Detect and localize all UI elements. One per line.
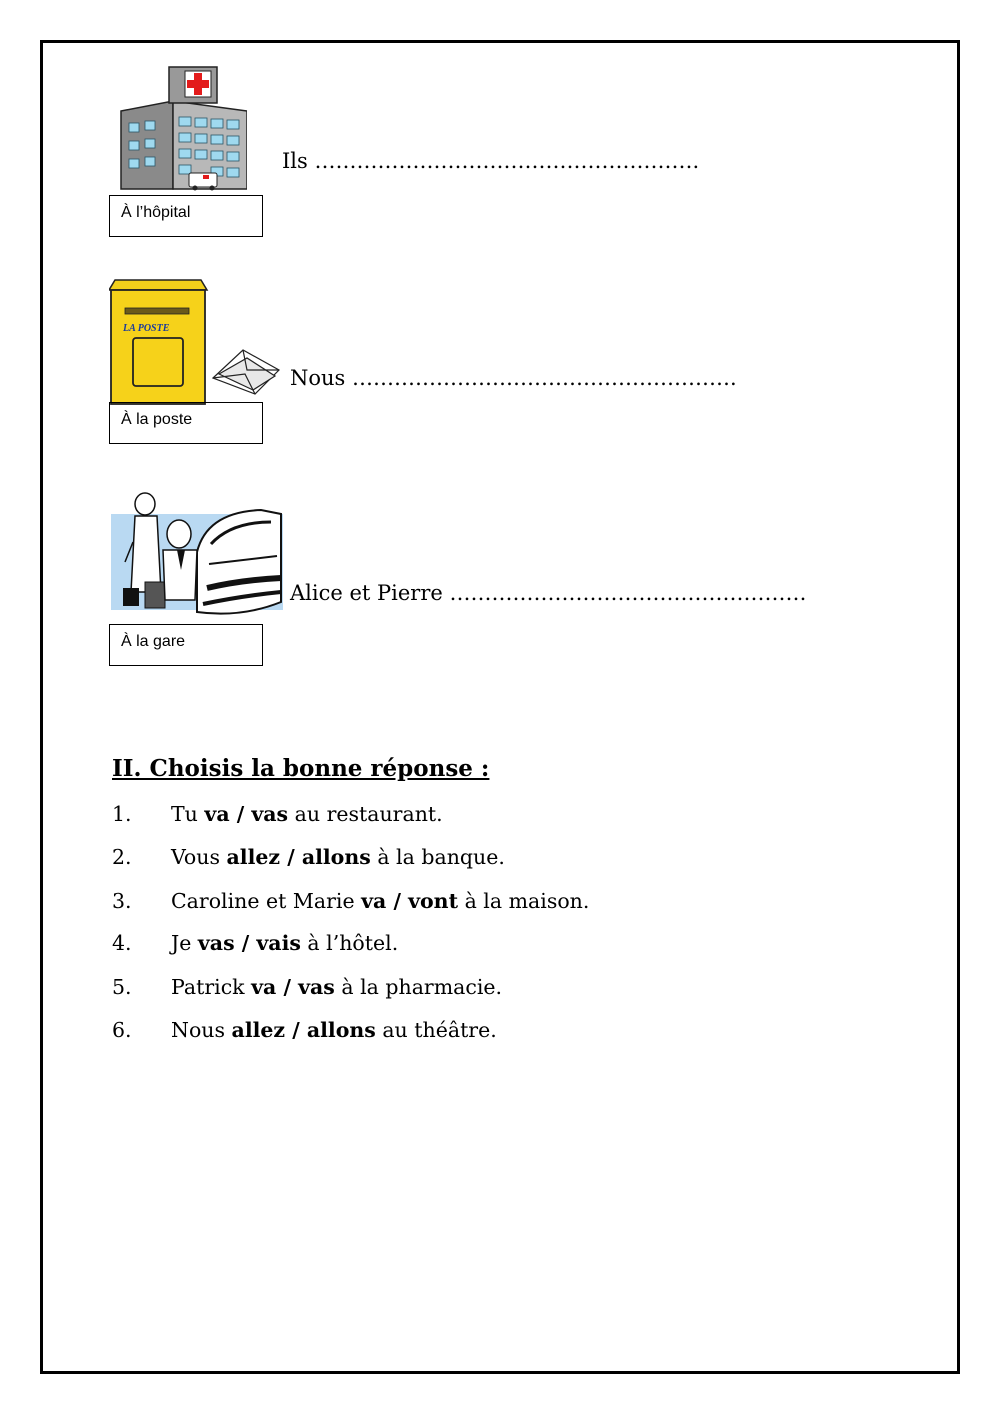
- question-text-before: Tu: [171, 802, 205, 826]
- post-office-label: À la poste: [109, 402, 263, 444]
- question-6: [112, 1018, 497, 1042]
- question-number: 3.: [112, 889, 132, 913]
- postbox-text: LA POSTE: [123, 323, 170, 334]
- answer-choice[interactable]: allez / allons: [226, 845, 371, 869]
- question-4: [112, 931, 398, 955]
- train-station-answer-prompt: Alice et Pierre ……………………………………………: [290, 581, 807, 605]
- question-3: [112, 889, 589, 913]
- question-number: 2.: [112, 845, 132, 869]
- question-text-after: à la banque.: [370, 845, 505, 869]
- hospital-answer-prompt: Ils ……………………………………………….: [282, 149, 700, 173]
- question-text-before: Vous: [171, 845, 227, 869]
- worksheet-page: [40, 40, 960, 1374]
- hospital-illustration: [115, 61, 247, 191]
- question-text-after: au théâtre.: [375, 1018, 497, 1042]
- answer-choice[interactable]: va / vas: [251, 975, 335, 999]
- question-number: 1.: [112, 802, 132, 826]
- question-text-before: Caroline et Marie: [171, 889, 362, 913]
- section-2-title: II. Choisis la bonne réponse :: [112, 755, 490, 782]
- question-text-after: au restaurant.: [288, 802, 443, 826]
- question-text-after: à la pharmacie.: [334, 975, 503, 999]
- question-5: [112, 975, 502, 999]
- question-text-before: Nous: [171, 1018, 232, 1042]
- question-text-before: Je: [171, 931, 198, 955]
- question-text-after: à la maison.: [458, 889, 590, 913]
- question-number: 4.: [112, 931, 132, 955]
- answer-choice[interactable]: allez / allons: [231, 1018, 376, 1042]
- question-1: [112, 802, 443, 826]
- question-text-after: à l’hôtel.: [300, 931, 399, 955]
- answer-choice[interactable]: va / vas: [204, 802, 289, 826]
- post-office-answer-prompt: Nous ……………………………………………….: [290, 366, 737, 390]
- answer-choice[interactable]: va / vont: [361, 889, 459, 913]
- train-station-label: À la gare: [109, 624, 263, 666]
- hospital-label: À l’hôpital: [109, 195, 263, 237]
- question-number: 5.: [112, 975, 132, 999]
- question-2: [112, 845, 505, 869]
- post-box-illustration: [109, 278, 289, 406]
- question-number: 6.: [112, 1018, 132, 1042]
- train-station-illustration: [111, 492, 283, 620]
- question-text-before: Patrick: [171, 975, 252, 999]
- answer-choice[interactable]: vas / vais: [197, 931, 301, 955]
